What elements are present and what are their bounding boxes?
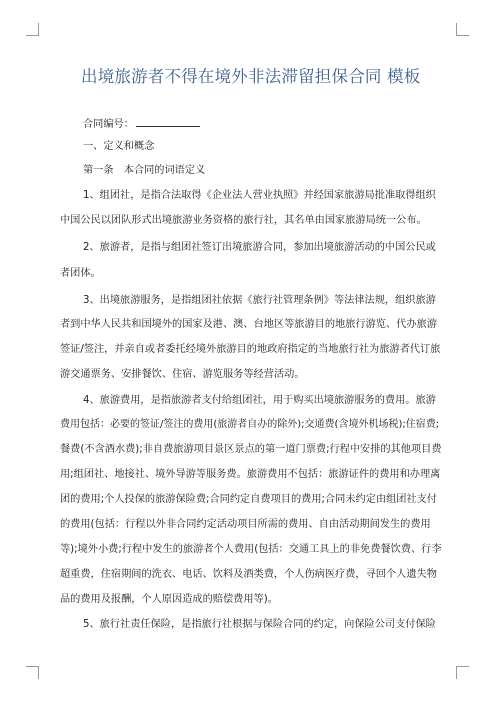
crop-mark-bottom-left [26,666,39,679]
crop-mark-top-right [456,23,469,36]
body-line: 者团体。 [60,268,101,279]
body-line: 签证/签注，并亲自或者委托经境外旅游目的地政府指定的当地旅行社为旅游者代订旅 [60,344,441,355]
body-line: 3、出境旅游服务，是指组团社依据《旅行社管理条例》等法律法规，组织旅游 [83,295,436,306]
body-line: 2、旅游者，是指与组团社签订出境旅游合同，参加出境旅游活动的中国公民或 [83,242,436,253]
section-heading: 一、定义和概念 [83,141,155,152]
body-line: 超重费，住宿期间的洗衣、电话、饮料及酒类费，个人伤病医疗费，寻回个人遗失物 [60,569,437,580]
crop-mark-bottom-right [456,666,469,679]
contract-number-field [83,116,200,132]
body-line: 费用包括：必要的签证/签注的费用(旅游者自办的除外);交通费(含境外机场税);住宿费; [60,419,440,430]
body-line: 的费用(包括：行程以外非合同约定活动项目所需的费用、自由活动期间发生的费用 [60,519,431,530]
contract-number-blank [136,116,200,127]
body-line: 中国公民以团队形式出境旅游业务资格的旅行社，其名单由国家旅游局统一公布。 [60,215,427,226]
body-line: 5、旅行社责任保险，是指旅行社根据与保险合同的约定，向保险公司支付保险 [83,619,436,630]
body-line: 品的费用及报酬，个人原因造成的赔偿费用等)。 [60,594,278,605]
body-line: 等);境外小费;行程中发生的旅游者个人费用(包括：交通工具上的非免费餐饮费、行李 [60,544,442,555]
body-line: 4、旅游费用，是指旅游者支付给组团社，用于购买出境旅游服务的费用。旅游 [83,395,436,406]
crop-mark-top-left [26,23,39,36]
body-line: 团的费用;个人投保的旅游保险费;合同约定自费项目的费用;合同未约定由组团社支付 [60,494,438,505]
body-line: 者到中华人民共和国境外的国家及港、澳、台地区等旅游目的地旅行游览、代办旅游 [60,319,437,330]
body-line: 1、组团社，是指合法取得《企业法人营业执照》并经国家旅游局批准取得组织 [83,190,436,201]
contract-number-label: 合同编号： [83,119,134,130]
body-line: 游交通票务、安排餐饮、住宿、游览服务等经营活动。 [60,369,305,380]
body-line: 用;组团社、地接社、境外导游等服务费。旅游费用不包括：旅游证件的费用和办理离 [60,469,441,480]
article-heading: 第一条 本合同的词语定义 [83,165,206,176]
document-title: 出境旅游者不得在境外非法滞留担保合同 模板 [81,67,421,86]
body-line: 餐费(不含酒水费);非自费旅游项目景区景点的第一道门票费;行程中安排的其他项目费 [60,444,442,455]
